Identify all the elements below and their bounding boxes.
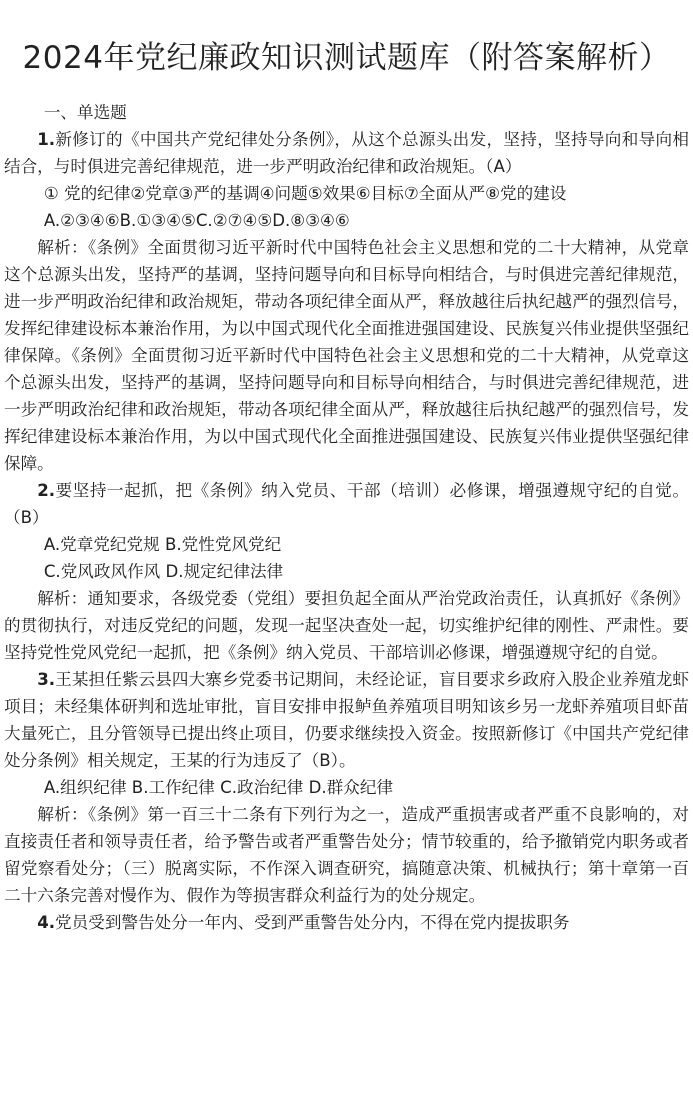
question-stem-text: 新修订的《中国共产党纪律处分条例》，从这个总源头出发，坚持，坚持导向和导向相结合，与时俱进完善纪律规范，进一步严明政治纪律和政治规矩。（A） bbox=[4, 130, 689, 176]
question-2-analysis: 解析：通知要求，各级党委（党组）要担负起全面从严治党政治责任，认真抓好《条例》的贯彻执行，对违反党纪的问题，发现一起坚决查处一起，切实维护纪律的刚性、严肃性。要坚持党性党风党纪一起抓，把《条例》纳入党员、干部培训必修课，增强遵规守纪的自觉。 bbox=[4, 589, 689, 662]
question-3-analysis: 解析：《条例》第一百三十二条有下列行为之一，造成严重损害或者严重不良影响的，对直接责任者和领导责任者，给予警告或者严重警告处分；情节较重的，给予撤销党内职务或者留党察看处分；（三）脱离实际，不作深入调查研究，搞随意决策、机械执行；第十章第一百二十六条完善对慢作为、假作为等损害群众利益行为的处分规定。 bbox=[4, 805, 689, 905]
question-2-stem bbox=[4, 477, 689, 531]
question-number: 3. bbox=[37, 670, 56, 689]
document-body bbox=[0, 99, 693, 936]
section-heading: 一、单选题 bbox=[43, 103, 127, 122]
question-1-analysis: 解析：《条例》全面贯彻习近平新时代中国特色社会主义思想和党的二十大精神，从党章这个总源头出发，坚持严的基调，坚持问题导向和目标导向相结合，与时俱进完善纪律规范，进一步严明政治纪律和政治规矩，带动各项纪律全面从严，释放越往后执纪越严的强烈信号，发挥纪律建设标本兼治作用，为以中国式现代化全面推进强国建设、民族复兴伟业提供坚强纪律保障。《条例》全面贯彻习近平新时代中国特色社会主义思想和党的二十大精神，从党章这个总源头出发，坚持严的基调，坚持问题导向和目标导向相结合，与时俱进完善纪律规范，进一步严明政治纪律和政治规矩，带动各项纪律全面从严，释放越往后执纪越严的强烈信号，发挥纪律建设标本兼治作用，为以中国式现代化全面推进强国建设、民族复兴伟业提供坚强纪律保障。 bbox=[4, 238, 689, 473]
question-stem-text: 党员受到警告处分一年内、受到严重警告处分内，不得在党内提拔职务 bbox=[55, 913, 570, 932]
question-stem-text: 要坚持一起抓，把《条例》纳入党员、干部（培训）必修课，增强遵规守纪的自觉。（B） bbox=[4, 481, 689, 527]
question-stem-text: 王某担任紫云县四大寨乡党委书记期间，未经论证，盲目要求乡政府入股企业养殖龙虾项目；未经集体研判和选址审批，盲目安排申报鲈鱼养殖项目明知该乡另一龙虾养殖项目虾苗大量死亡，且分管领导已提出终止项目，仍要求继续投入资金。按照新修订《中国共产党纪律处分条例》相关规定，王某的行为违反了（B）。 bbox=[4, 670, 689, 770]
question-number: 2. bbox=[37, 481, 56, 500]
question-3-option-line-1: A.组织纪律 B.工作纪律 C.政治纪律 D.群众纪律 bbox=[43, 778, 394, 797]
question-number: 1. bbox=[37, 130, 56, 149]
question-number: 4. bbox=[37, 913, 56, 932]
question-1-stem bbox=[4, 126, 689, 180]
question-1-option-line-2: A.②③④⑥B.①③④⑤C.②⑦④⑤D.⑧③④⑥ bbox=[43, 211, 350, 230]
question-2-option-line-1: A.党章党纪党规 B.党性党风党纪 bbox=[43, 535, 282, 554]
question-4-stem bbox=[4, 909, 689, 936]
document-title: 2024年党纪廉政知识测试题库（附答案解析） bbox=[22, 40, 671, 76]
question-1-option-line-1: ① 党的纪律②党章③严的基调④问题⑤效果⑥目标⑦全面从严⑧党的建设 bbox=[43, 184, 567, 203]
question-3-stem bbox=[4, 666, 689, 774]
question-2-option-line-2: C.党风政风作风 D.规定纪律法律 bbox=[43, 562, 284, 581]
